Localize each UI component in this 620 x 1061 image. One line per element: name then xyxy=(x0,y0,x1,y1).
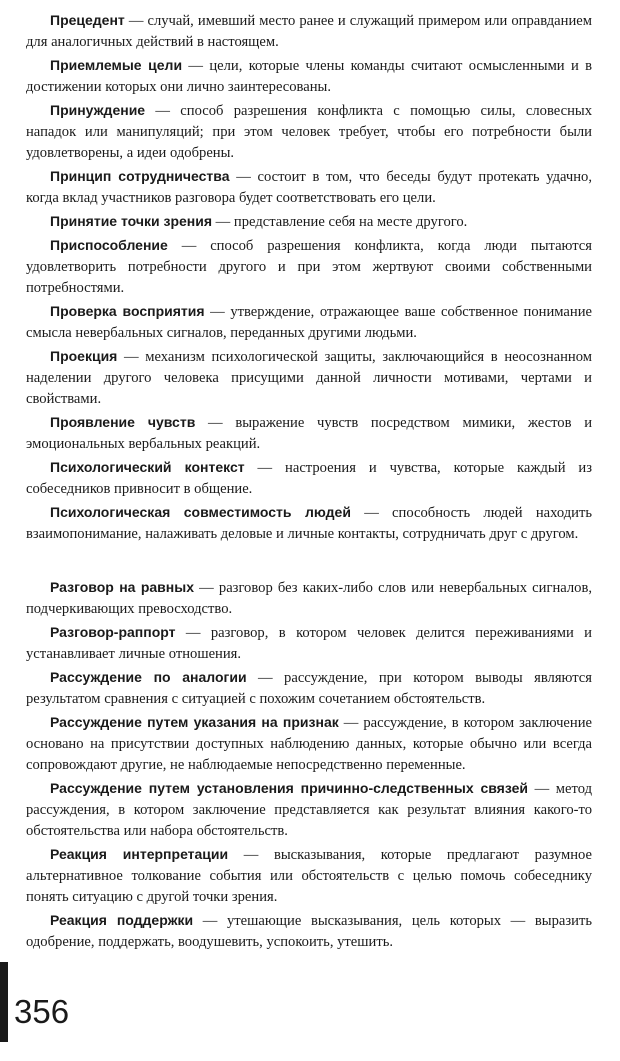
entry-definition: — рассуждение, при котором выводы являются результатом сравнения с ситуацией с похожим сочетанием обстоятельств. xyxy=(26,670,592,707)
entry-term: Разговор на равных xyxy=(50,579,194,595)
glossary-entry xyxy=(26,301,592,344)
entry-definition: — представление себя на месте другого. xyxy=(212,214,468,230)
entry-term: Принятие точки зрения xyxy=(50,213,213,229)
entry-definition: — настроения и чувства, которые каждый из собеседников привносит в общение. xyxy=(26,460,592,497)
entry-definition: — способность людей находить взаимопонимание, налаживать деловые и личные контакты, сотрудничать друг с другом. xyxy=(26,505,592,542)
entry-term: Психологический контекст xyxy=(50,459,245,475)
glossary-section-bottom xyxy=(26,577,592,953)
page-number: 356 xyxy=(14,993,70,1030)
entry-definition: — состоит в том, что беседы будут протекать удачно, когда вклад участников разговора будет соответствовать его цели. xyxy=(26,169,592,206)
glossary-entry xyxy=(26,778,592,842)
entry-term: Проявление чувств xyxy=(50,414,196,430)
entry-term: Разговор-раппорт xyxy=(50,624,176,640)
entry-definition: — разговор, в котором человек делится переживаниями и устанавливает личные отношения. xyxy=(26,625,592,662)
entry-term: Принуждение xyxy=(50,102,146,118)
entry-definition: — утверждение, отражающее ваше собственное понимание смысла невербальных сигналов, переданных другими людьми. xyxy=(26,304,592,341)
entry-term: Реакция поддержки xyxy=(50,912,194,928)
entry-term: Рассуждение по аналогии xyxy=(50,669,247,685)
glossary-entry xyxy=(26,346,592,410)
glossary-entry xyxy=(26,457,592,500)
glossary-entry xyxy=(26,10,592,53)
entry-term: Прецедент xyxy=(50,12,125,28)
glossary-entry xyxy=(26,502,592,545)
glossary-entry xyxy=(26,577,592,620)
glossary-entry xyxy=(26,712,592,776)
glossary-entry xyxy=(26,166,592,209)
entry-definition: — разговор без каких-либо слов или невербальных сигналов, подчеркивающих превосходство. xyxy=(26,580,592,617)
page-edge-bar xyxy=(0,962,8,1042)
glossary-entry xyxy=(26,100,592,164)
section-gap xyxy=(26,547,592,577)
entry-term: Психологическая совместимость людей xyxy=(50,504,351,520)
entry-term: Приспособление xyxy=(50,237,168,253)
entry-term: Проекция xyxy=(50,348,118,364)
entry-definition: — утешающие высказывания, цель которых — выразить одобрение, поддержать, воодушевить, успокоить, утешить. xyxy=(26,913,592,950)
glossary-page xyxy=(26,10,592,955)
entry-term: Проверка восприятия xyxy=(50,303,205,319)
entry-definition: — способ разрешения конфликта, когда люди пытаются удовлетворить потребности другого и при этом жертвуют своими собственными потребностями. xyxy=(26,238,592,296)
entry-definition: — метод рассуждения, в котором заключение представляется как результат влияния какого-то обстоятельства или набора обстоятельств. xyxy=(26,781,592,839)
glossary-entry xyxy=(26,622,592,665)
glossary-entry xyxy=(26,235,592,299)
entry-definition: — способ разрешения конфликта с помощью силы, словесных нападок или манипуляций; при этом человек требует, чтобы его потребности были удовлетворены, а идеи одобрены. xyxy=(26,103,592,161)
glossary-entry xyxy=(26,412,592,455)
entry-definition: — рассуждение, в котором заключение основано на присутствии доступных наблюдению данных, которые обычно или всегда сопровождают другие, не наблюдаемые непосредственно переменные. xyxy=(26,715,592,773)
entry-term: Рассуждение путем установления причинно-следственных связей xyxy=(50,780,529,796)
entry-term: Приемлемые цели xyxy=(50,57,183,73)
glossary-entry xyxy=(26,55,592,98)
entry-term: Рассуждение путем указания на признак xyxy=(50,714,339,730)
entry-term: Принцип сотрудничества xyxy=(50,168,230,184)
entry-definition: — выражение чувств посредством мимики, жестов и эмоциональных вербальных реакций. xyxy=(26,415,592,452)
glossary-entry xyxy=(26,910,592,953)
entry-term: Реакция интерпретации xyxy=(50,846,229,862)
glossary-entry xyxy=(26,844,592,908)
entry-definition: — случай, имевший место ранее и служащий примером или оправданием для аналогичных действий в настоящем. xyxy=(26,13,592,50)
glossary-entry xyxy=(26,211,592,233)
glossary-section-top xyxy=(26,10,592,545)
entry-definition: — механизм психологической защиты, заключающийся в неосознанном наделении другого человека присущими данной личности мотивами, чертами и свойствами. xyxy=(26,349,592,407)
glossary-entry xyxy=(26,667,592,710)
entry-definition: — цели, которые члены команды считают осмысленными и в достижении которых они лично заинтересованы. xyxy=(26,58,592,95)
entry-definition: — высказывания, которые предлагают разумное альтернативное толкование события или обстоятельств с целью помочь собеседнику понять ситуацию с другой точки зрения. xyxy=(26,847,593,905)
